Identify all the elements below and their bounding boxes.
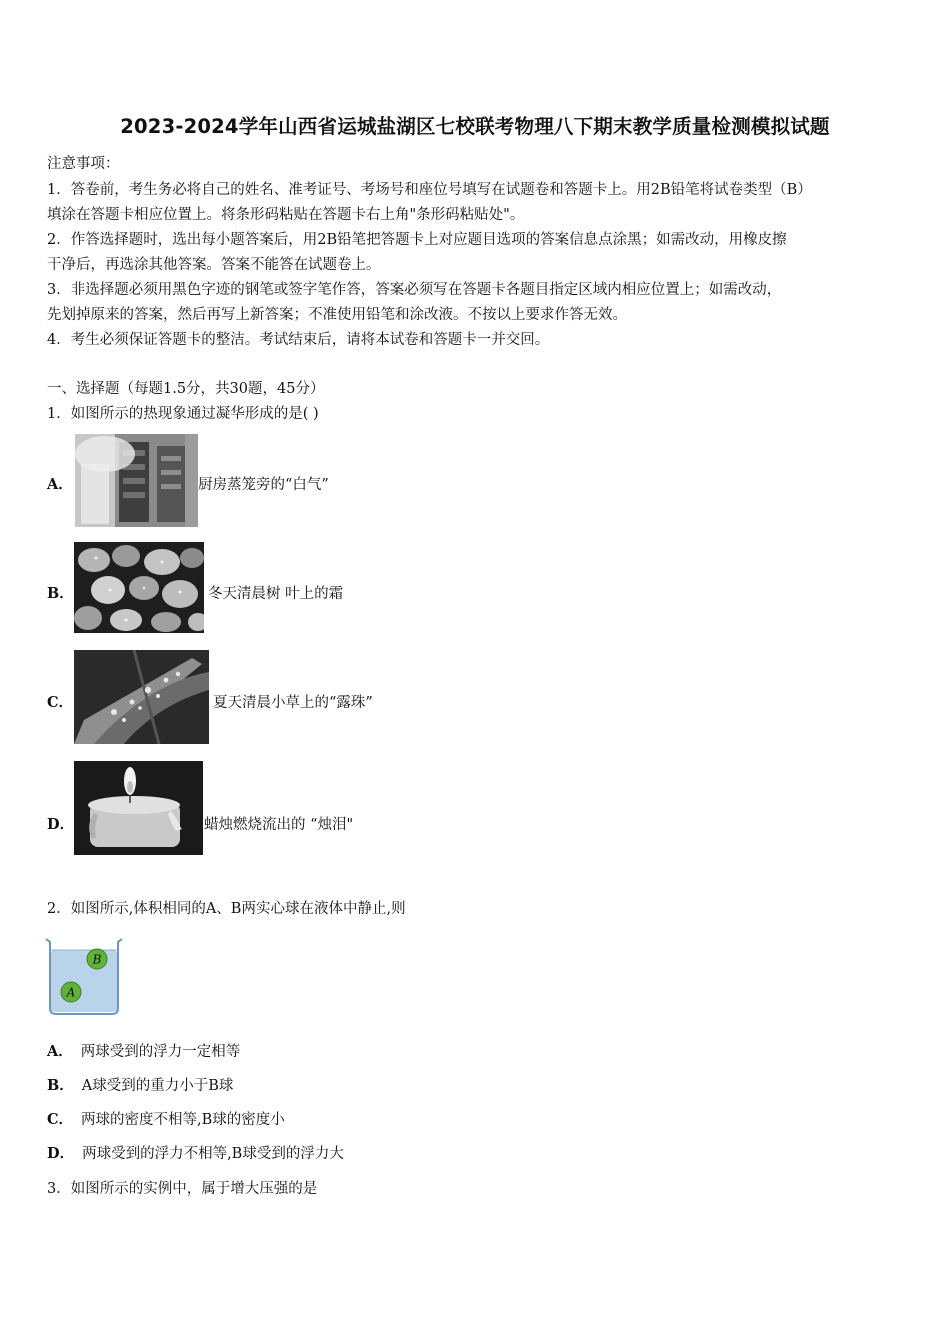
- ball-a-label: A: [66, 985, 76, 1000]
- section-heading: 一、选择题（每题1.5分，共30题，45分）: [47, 381, 325, 397]
- q1-option-a-text: 厨房蒸笼旁的“白气”: [198, 477, 329, 493]
- page-title: 2023-2024学年山西省运城盐湖区七校联考物理八下期末教学质量检测模拟试题: [120, 115, 830, 138]
- q2-option-b: [47, 1074, 233, 1095]
- q2-option-a-label: A．: [47, 1043, 73, 1060]
- notice-item-1-cont: 填涂在答题卡相应位置上。将条形码粘贴在答题卡右上角"条形码粘贴处"。: [47, 207, 525, 223]
- notice-item-4: 4．考生必须保证答题卡的整洁。考试结束后，请将本试卷和答题卡一并交回。: [47, 332, 550, 348]
- steamer-photo: [75, 434, 198, 527]
- question-2-stem: 2．如图所示,体积相同的A、B两实心球在液体中静止,则: [47, 901, 406, 917]
- ball-b-label: B: [92, 952, 102, 967]
- q2-option-d: [47, 1142, 344, 1163]
- notice-item-2: 2．作答选择题时，选出每小题答案后，用2B铅笔把答题卡上对应题目选项的答案信息点涂黑；如需改动，用橡皮擦: [47, 232, 787, 248]
- q2-option-d-text: 两球受到的浮力不相等,B球受到的浮力大: [82, 1146, 344, 1162]
- question-1-stem: 1．如图所示的热现象通过凝华形成的是( ): [47, 406, 319, 422]
- q2-option-d-label: D．: [47, 1145, 75, 1162]
- beaker-diagram: [44, 936, 124, 1016]
- q2-option-b-label: B．: [47, 1077, 74, 1094]
- frost-leaves-photo: [74, 542, 204, 633]
- q1-option-d-label: D．: [47, 816, 75, 833]
- q1-option-a-label: A．: [47, 476, 73, 493]
- notice-heading: 注意事项：: [47, 156, 120, 172]
- question-3-stem: 3．如图所示的实例中，属于增大压强的是: [47, 1181, 318, 1197]
- q1-option-b-label: B．: [47, 585, 74, 602]
- q2-option-c: [47, 1108, 285, 1129]
- notice-item-2-cont: 干净后，再选涂其他答案。答案不能答在试题卷上。: [47, 257, 381, 273]
- q1-option-c-label: C．: [47, 694, 74, 711]
- q2-option-c-label: C．: [47, 1111, 74, 1128]
- candle-photo: [74, 761, 203, 855]
- q2-option-c-text: 两球的密度不相等,B球的密度小: [81, 1112, 285, 1128]
- q2-option-a-text: 两球受到的浮力一定相等: [80, 1044, 241, 1060]
- q2-option-a: [47, 1040, 240, 1061]
- q1-option-c-text: 夏天清晨小草上的“露珠”: [213, 695, 373, 711]
- q2-option-b-text: A球受到的重力小于B球: [81, 1078, 234, 1094]
- notice-item-3-cont: 先划掉原来的答案，然后再写上新答案；不准使用铅笔和涂改液。不按以上要求作答无效。: [47, 307, 627, 323]
- notice-item-1: 1．答卷前，考生务必将自己的姓名、准考证号、考场号和座位号填写在试题卷和答题卡上。用2B铅笔将试卷类型（B）: [47, 182, 812, 198]
- liquid: [50, 950, 118, 1012]
- q1-option-d-text: 蜡烛燃烧流出的 “烛泪": [204, 817, 354, 833]
- q1-option-b-text: 冬天清晨树 叶上的霜: [208, 586, 344, 602]
- dew-grass-photo: [74, 650, 209, 744]
- notice-item-3: 3．非选择题必须用黑色字迹的钢笔或签字笔作答，答案必须写在答题卡各题目指定区域内相应位置上；如需改动，: [47, 282, 782, 298]
